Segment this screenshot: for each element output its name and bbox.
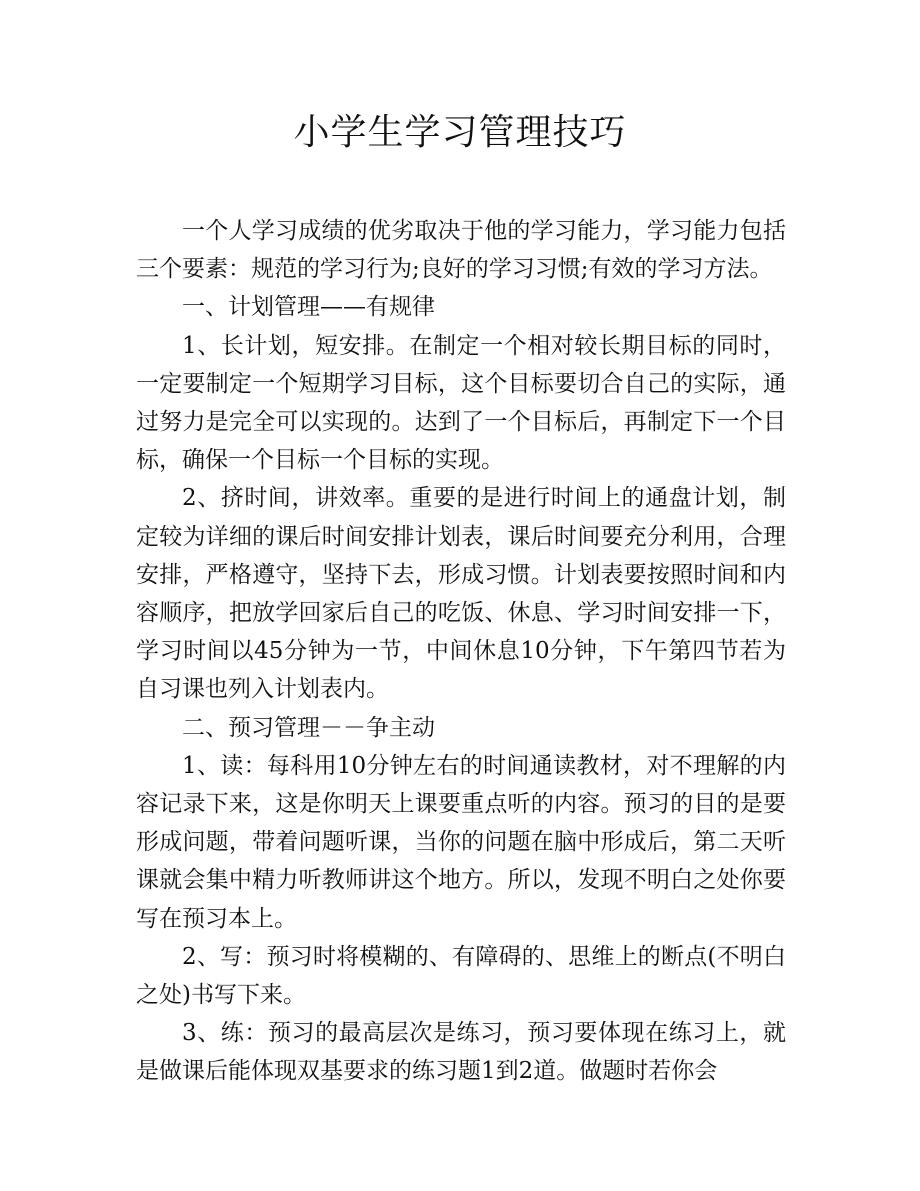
- paragraph-plan-1: 1、长计划，短安排。在制定一个相对较长期目标的同时，一定要制定一个短期学习目标，这个目标要切合自己的实际，通过努力是完全可以实现的。达到了一个目标后，再制定下一个目标，确保一个目标一个目标的实现。: [136, 332, 786, 474]
- section-heading-preview: 二、预习管理－－争主动: [182, 714, 435, 741]
- paragraph-plan-2: 2、挤时间，讲效率。重要的是进行时间上的通盘计划，制定较为详细的课后时间安排计划表，课后时间要充分利用，合理安排，严格遵守，坚持下去，形成习惯。计划表要按照时间和内容顺序，把放学回家后自己的吃饭、休息、学习时间安排一下，学习时间以45分钟为一节，中间休息10分钟，下午第四节若为自习课也列入计划表内。: [136, 485, 786, 703]
- paragraph-preview-2: 2、写：预习时将模糊的、有障碍的、思维上的断点(不明白之处)书写下来。: [136, 943, 786, 1009]
- paragraph-preview-1: 1、读：每科用10分钟左右的时间通读教材，对不理解的内容记录下来，这是你明天上课要重点听的内容。预习的目的是要形成问题，带着问题听课，当你的问题在脑中形成后，第二天听课就会集中精力听教师讲这个地方。所以，发现不明白之处你要写在预习本上。: [136, 752, 786, 932]
- section-heading-plan: 一、计划管理——有规律: [182, 294, 435, 321]
- paragraph-preview-3: 3、练：预习的最高层次是练习，预习要体现在练习上，就是做课后能体现双基要求的练习题1到2道。做题时若你会: [136, 1020, 786, 1085]
- document-body: [136, 212, 786, 1091]
- document-title: 小学生学习管理技巧: [293, 112, 627, 153]
- paragraph-intro: 一个人学习成绩的优劣取决于他的学习能力，学习能力包括三个要素：规范的学习行为;良好的学习习惯;有效的学习方法。: [136, 218, 786, 283]
